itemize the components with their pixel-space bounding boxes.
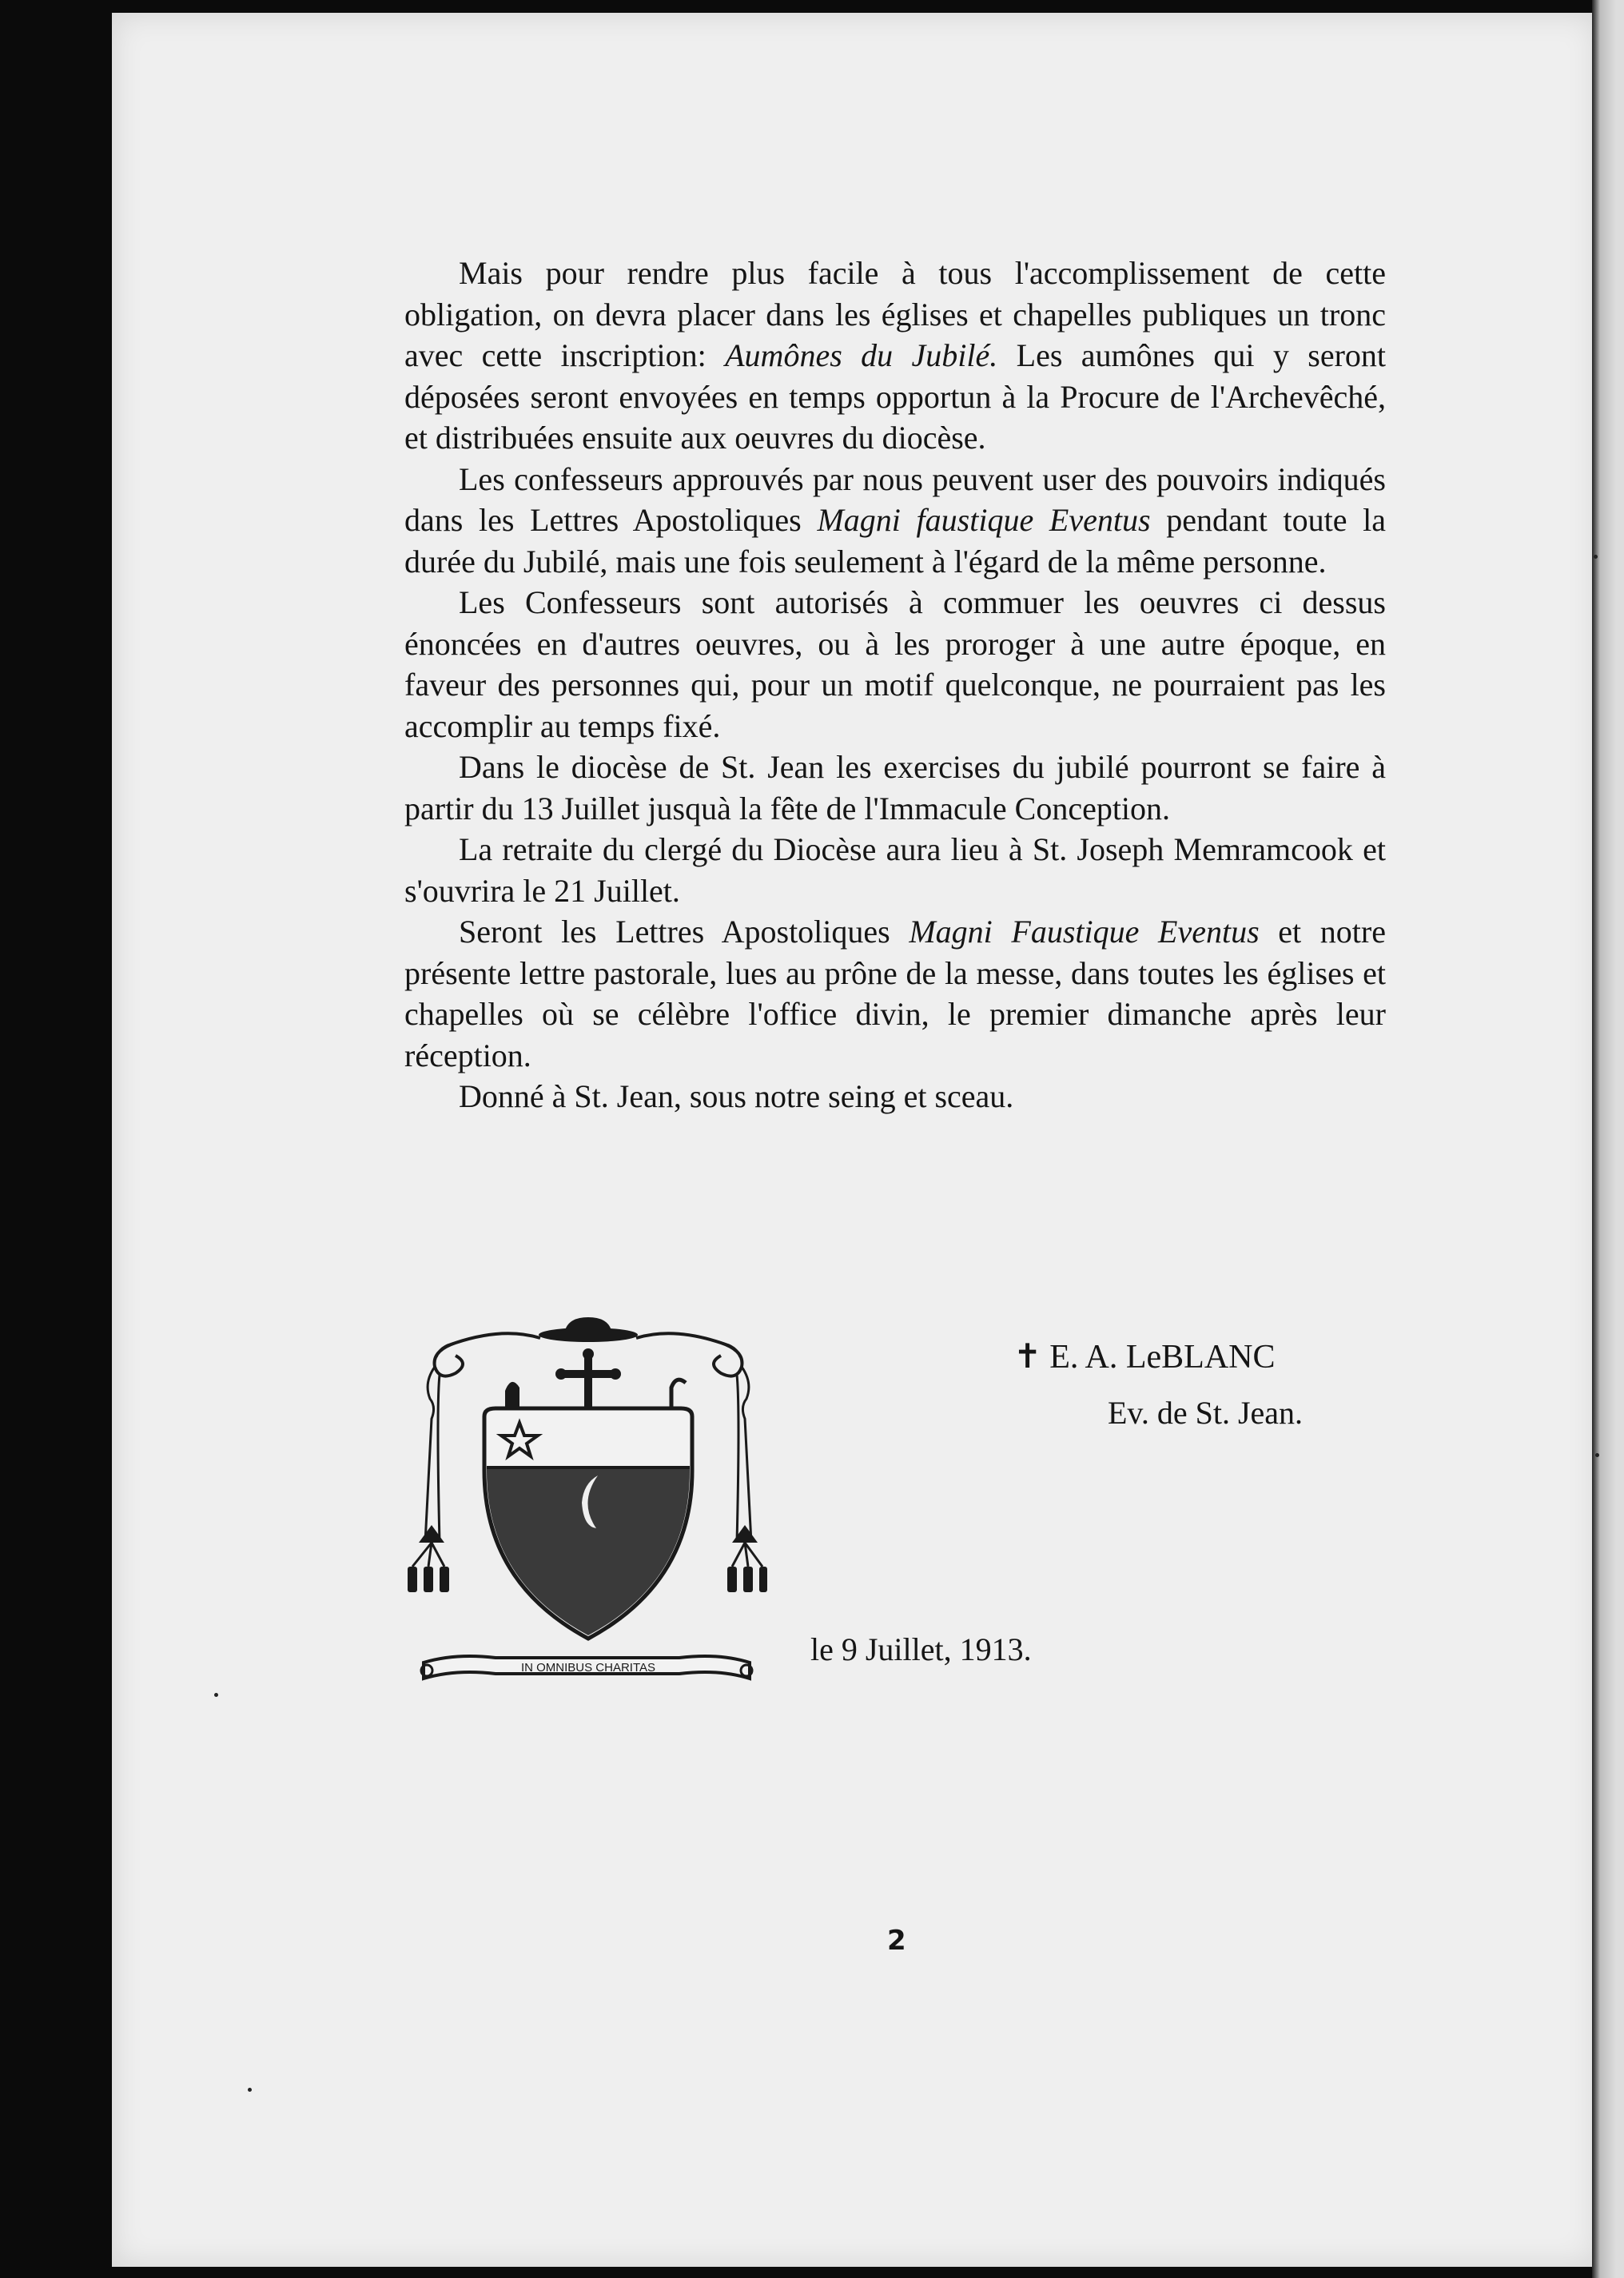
paragraph-text: Mais pour rendre plus facile à tous l'accomplissement de cette obligation, on devra placer dans les églises et chapelles publiques un tronc avec cette inscription: [404,255,1386,373]
italic-text: Magni Faustique Eventus [909,914,1260,950]
paragraph-4 [404,747,1386,829]
paragraph-text: Dans le diocèse de St. Jean les exercises du jubilé pourront se faire à partir du 13 Juillet jusquà la fête de l'Immacule Conception. [404,749,1386,826]
speck [1595,1453,1599,1457]
paragraph-text: La retraite du clergé du Diocèse aura lieu à St. Joseph Memramcook et s'ouvrira le 21 Juillet. [404,831,1386,909]
speck [214,1693,218,1697]
document-date: le 9 Juillet, 1913. [810,1631,1032,1667]
speck [248,2088,252,2092]
coat-of-arms-icon [408,1311,767,1695]
paragraph-3 [404,582,1386,747]
document-body [404,253,1386,1117]
signature-title: Ev. de St. Jean. [1108,1395,1304,1431]
paragraph-text: Les Confesseurs sont autorisés à commuer les oeuvres ci dessus énoncées en d'autres oeuvres, ou à les proroger à une autre époque, en faveur des personnes qui, pour un motif quelconque, ne pourraient pas les accomplir au temps fixé. [404,584,1386,744]
paragraph-text: Donné à St. Jean, sous notre seing et sceau. [459,1078,1014,1114]
italic-text: Aumônes du Jubilé. [725,337,998,373]
paragraph-text: Les confesseurs approuvés par nous peuvent user des pouvoirs indiqués dans les Lettres Apostoliques [404,460,1386,538]
speck [1594,555,1598,559]
signature-name-text: E. A. LeBLANC [1049,1339,1276,1376]
paragraph-text: Seront les Lettres Apostoliques [459,914,910,950]
paragraph-5 [404,829,1386,911]
paragraph-text: et notre présente lettre pastorale, lues au prône de la messe, dans toutes les églises et chapelles où se célèbre l'office divin, le premier dimanche après leur réception. [404,914,1386,1073]
cross-icon: ✝ [1013,1336,1042,1376]
motto-text: IN OMNIBUS CHARITAS [520,1661,656,1675]
page-number: 2 [887,1925,906,1957]
paragraph-7 [404,1076,1386,1117]
paragraph-text: Les aumônes qui y seront déposées seront envoyées en temps opportun à la Procure de l'Archevêché, et distribuées ensuite aux oeuvres du diocèse. [404,337,1387,456]
paragraph-2 [404,459,1386,583]
paragraph-text: pendant toute la durée du Jubilé, mais une fois seulement à l'égard de la même personne. [404,502,1387,579]
paragraph-1 [404,253,1386,459]
paragraph-6 [404,911,1386,1076]
italic-text: Magni faustique Eventus [817,502,1151,538]
page-right-edge [1592,0,1624,2278]
signature-name [1013,1336,1276,1376]
